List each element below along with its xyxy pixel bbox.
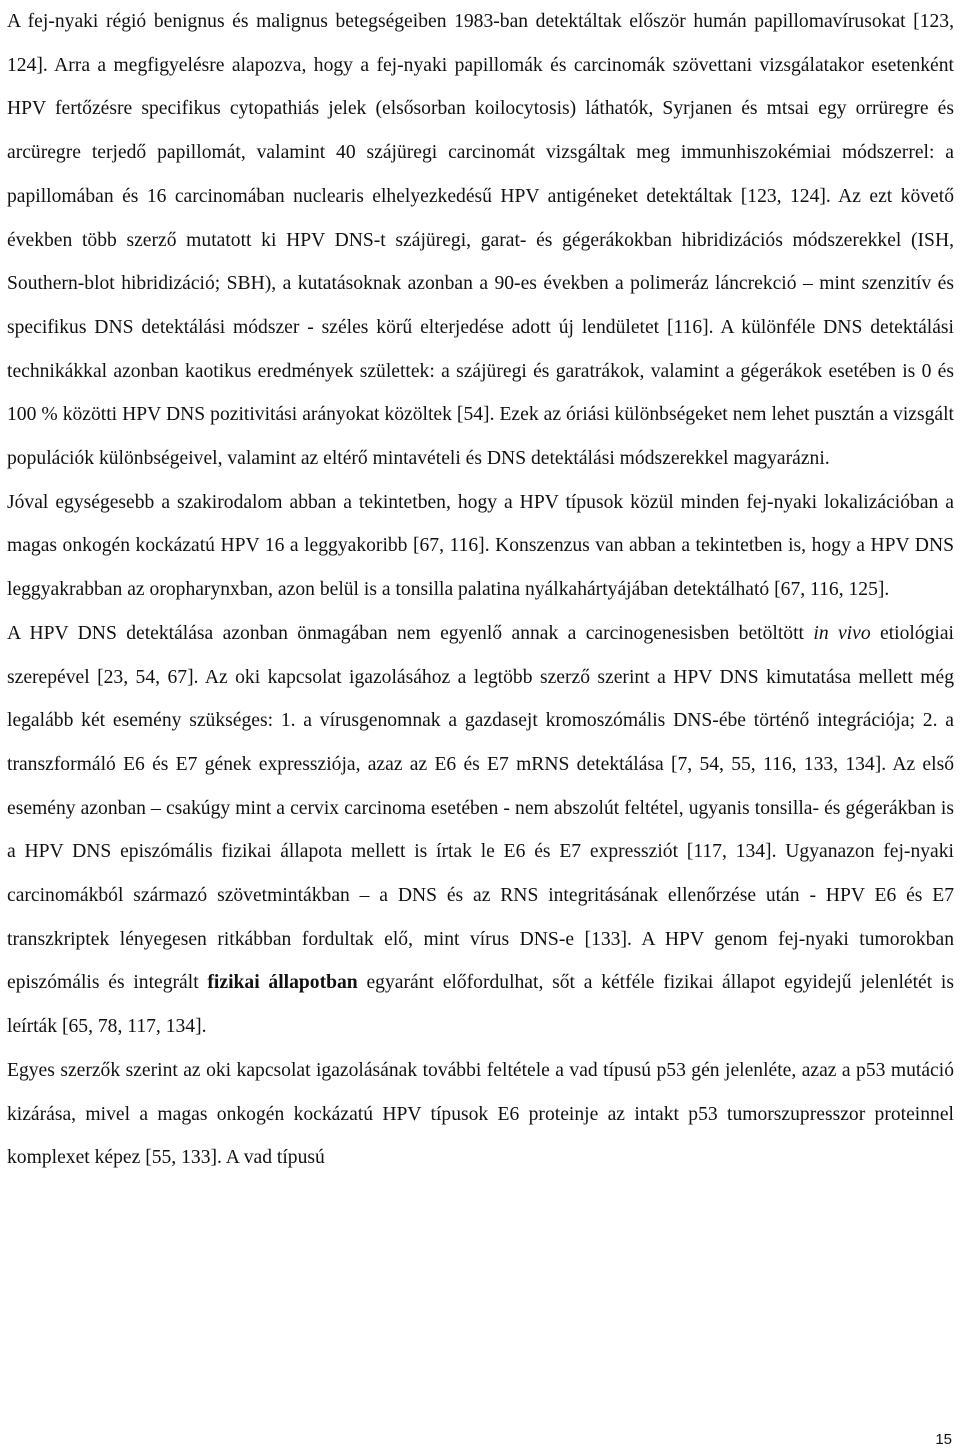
- paragraph: [7, 612, 954, 1049]
- text-run: A fej-nyaki régió benignus és malignus betegségeiben 1983-ban detektáltak először humán papillomavírusokat [123, 124]. Arra a megfigyelésre alapozva, hogy a fej-nyaki papillomák és carcinomák szövettani vizsgálatakor esetenként HPV fertőzésre specifikus cytopathiás jelek (elsősorban koilocytosis) láthatók, Syrjanen és mtsai egy orrüregre és arcüregre terjedő papillomát, valamint 40 szájüregi carcinomát vizsgáltak meg immunhiszokémiai módszerrel: a papillomában és 16 carcinomában nuclearis elhelyezkedésű HPV antigéneket detektáltak [123, 124]. Az ezt követő években több szerző mutatott ki HPV DNS-t szájüregi, garat- és gégerákokban hibridizációs módszerekkel (ISH, Southern-blot hibridizáció; SBH), a kutatásoknak azonban a 90-es években a polimeráz láncrekció – mint szenzitív és specifikus DNS detektálási módszer - széles körű elterjedése adott új lendületet [116]. A különféle DNS detektálási technikákkal azonban kaotikus eredmények születtek: a szájüregi és garatrákok, valamint a gégerákok esetében is 0 és 100 % közötti HPV DNS pozitivitási arányokat közöltek [54]. Ezek az óriási különbségeket nem lehet pusztán a vizsgált populációk különbségeivel, valamint az eltérő mintavételi és DNS detektálási módszerekkel magyarázni.: [7, 11, 954, 470]
- page-number: 15: [935, 1431, 952, 1448]
- paragraph: [7, 481, 954, 612]
- text-run: etiológiai szerepével [23, 54, 67]. Az oki kapcsolat igazolásához a legtöbb szerző szerint a HPV DNS kimutatása mellett még legalább két esemény szükséges: 1. a vírusgenomnak a gazdasejt kromoszómális DNS-ébe történő integrációja; 2. a transzformáló E6 és E7 gének expressziója, azaz az E6 és E7 mRNS detektálása [7, 54, 55, 116, 133, 134]. Az első esemény azonban – csakúgy mint a cervix carcinoma esetében - nem abszolút feltétel, ugyanis tonsilla- és gégerákban is a HPV DNS episzómális fizikai állapota mellett is írtak le E6 és E7 expressziót [117, 134]. Ugyanazon fej-nyaki carcinomákból származó szövetmintákban – a DNS és az RNS integritásának ellenőrzése után - HPV E6 és E7 transzkriptek lényegesen ritkábban fordultak elő, mint vírus DNS-e [133]. A HPV genom fej-nyaki tumorokban episzómális és integrált: [7, 622, 954, 994]
- italic-text-run: in vivo: [813, 622, 871, 644]
- paragraph: [7, 0, 954, 481]
- text-run: egyaránt előfordulhat, sőt a kétféle fizikai állapot egyidejű jelenlétét is leírták [65, 78, 117, 134].: [7, 972, 955, 1038]
- document-body: [7, 0, 954, 1180]
- text-run: A HPV DNS detektálása azonban önmagában nem egyenlő annak a carcinogenesisben betöltött: [7, 622, 814, 644]
- text-run: Egyes szerzők szerint az oki kapcsolat igazolásának további feltétele a vad típusú p53 gén jelenléte, azaz a p53 mutáció kizárása, mivel a magas onkogén kockázatú HPV típusok E6 proteinje az intakt p53 tumorszupresszor proteinnel komplexet képez [55, 133]. A vad típusú: [7, 1059, 954, 1169]
- bold-text-run: fizikai állapotban: [207, 972, 358, 994]
- paragraph: [7, 1049, 954, 1180]
- text-run: Jóval egységesebb a szakirodalom abban a tekintetben, hogy a HPV típusok közül minden fej-nyaki lokalizációban a magas onkogén kockázatú HPV 16 a leggyakoribb [67, 116]. Konszenzus van abban a tekintetben is, hogy a HPV DNS leggyakrabban az oropharynxban, azon belül is a tonsilla palatina nyálkahártyájában detektálható [67, 116, 125].: [7, 491, 954, 601]
